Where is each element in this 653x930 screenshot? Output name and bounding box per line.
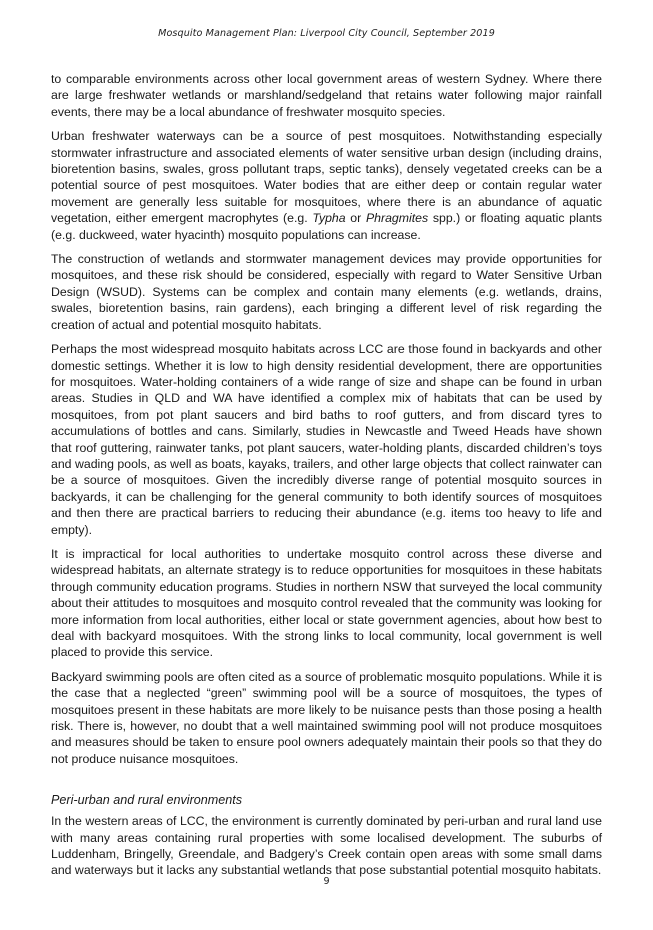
- paragraph-swimming-pools: Backyard swimming pools are often cited as a source of problematic mosquito populations. While it is the case that a neglected “green” swimming pool will be a source of mosquitoes, the types of mosquitoes present in these habitats are more likely to be nuisance pests than those posing a health risk. There is, however, no doubt that a well maintained swimming pool will not produce mosquitoes and measures should be taken to ensure pool owners adequately maintain their pools so that they do not produce nuisance mosquitoes.: [51, 669, 602, 766]
- page-number: 9: [323, 876, 330, 887]
- paragraph-urban-waterways: [51, 128, 602, 243]
- document-body: [51, 71, 602, 887]
- species-typha: Typha: [312, 211, 346, 226]
- paragraph-text: Urban freshwater waterways can be a source of pest mosquitoes. Notwithstanding especially stormwater infrastructure and associated elements of water sensitive urban design (including drains, bioretention basins, swales, gross pollutant traps, septic tanks), densely vegetated creeks can be a potential source of pest mosquitoes. Water bodies that are either deep or contain regular water movement are generally less suitable for mosquitoes, where there is an abundance of aquatic vegetation, either emergent macrophytes (e.g.: [51, 129, 602, 226]
- paragraph-peri-urban: In the western areas of LCC, the environment is currently dominated by peri-urban and rural land use with many areas containing rural properties with some localised development. The suburbs of Luddenham, Bringelly, Greendale, and Badgery’s Creek contain open areas with some small dams and waterways but it lacks any substantial wetlands that pose substantial potential mosquito habitats.: [51, 814, 602, 878]
- section-heading: Peri-urban and rural environments: [51, 793, 243, 808]
- paragraph-wsud: The construction of wetlands and stormwater management devices may provide opportunities for mosquitoes, and these risk should be considered, especially with regard to Water Sensitive Urban Design (WSUD). Systems can be complex and contain many elements (e.g. wetlands, drains, swales, bioretention basins, rain gardens), each bringing a different level of risk regarding the creation of actual and potential mosquito habitats.: [51, 252, 602, 332]
- paragraph-text: or: [345, 211, 366, 226]
- species-phragmites: Phragmites: [365, 211, 429, 226]
- paragraph-community-education: It is impractical for local authorities to undertake mosquito control across these diverse and widespread habitats, an alternate strategy is to reduce opportunities for mosquitoes in these habitats through community education programs. Studies in northern NSW that surveyed the local community about their attitudes to mosquitoes and mosquito control revealed that the community was looking for more information from local authorities, either local or state government agencies, about how best to deal with backyard mosquitoes. With the strong links to local community, local government is well placed to provide this service.: [51, 546, 602, 660]
- paragraph-text: spp.) or floating aquatic plants (e.g. duckweed, water hyacinth) mosquito populations can increase.: [51, 211, 602, 242]
- page-header: Mosquito Management Plan: Liverpool City Council, September 2019: [158, 28, 495, 39]
- paragraph-backyards: Perhaps the most widespread mosquito habitats across LCC are those found in backyards and other domestic settings. Whether it is low to high density residential development, there are opportunities for mosquitoes. Water-holding containers of a wide range of size and shape can be found in urban areas. Studies in QLD and WA have identified a complex mix of habitats that can be used by mosquitoes, from pot plant saucers and bird baths to roof gutters, and from discard tyres to accumulations of bottles and cans. Similarly, studies in Newcastle and Tweed Heads have shown that roof guttering, rainwater tanks, pot plant saucers, water-holding plants, discarded children’s toys and wading pools, as well as boats, kayaks, trailers, and other large objects that collect rainwater can be a source of mosquitoes. Given the incredibly diverse range of potential mosquito sources in backyards, it can be challenging for the general community to both identify sources of mosquitoes and then there are practical barriers to reducing their abundance (e.g. items too heavy to life and empty).: [51, 342, 602, 537]
- paragraph-wetlands: to comparable environments across other local government areas of western Sydney. Where there are large freshwater wetlands or marshland/sedgeland that retains water following major rainfall events, there may be a local abundance of freshwater mosquito species.: [51, 72, 602, 119]
